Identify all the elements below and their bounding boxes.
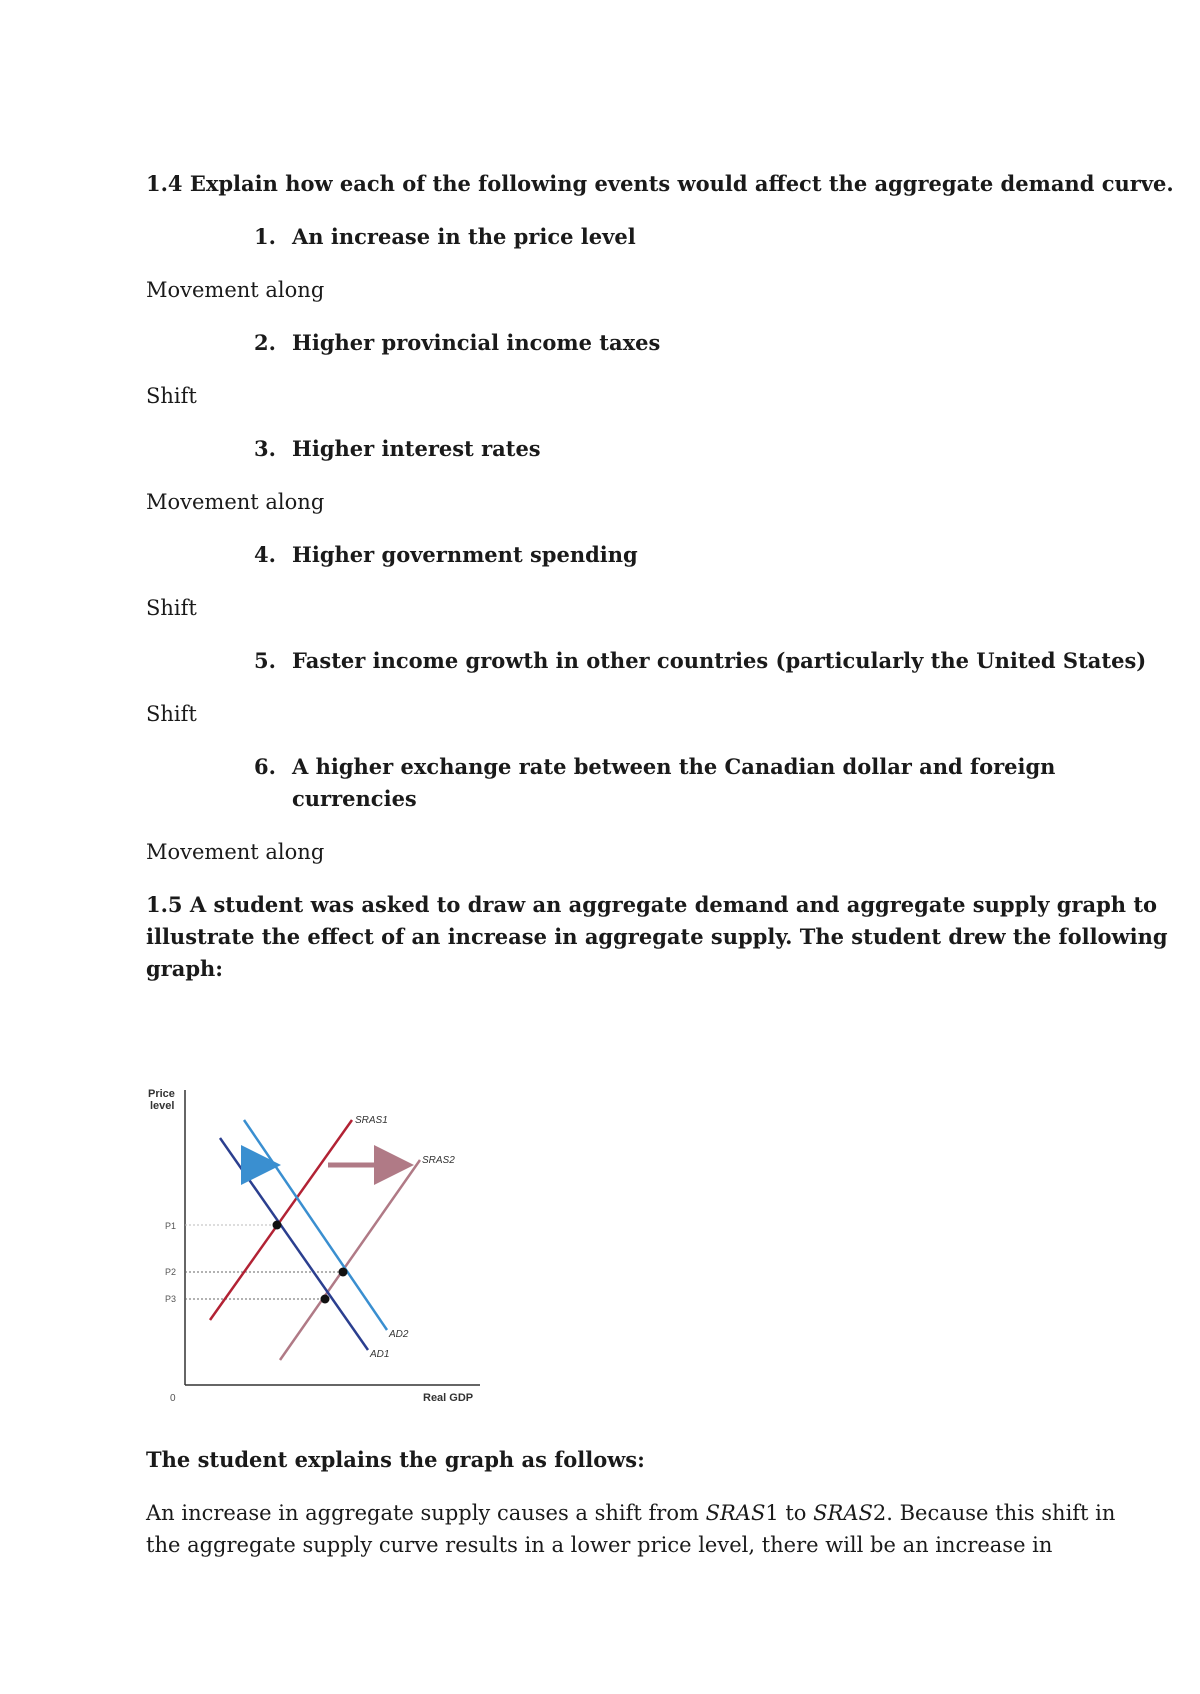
explanation-heading: The student explains the graph as follows:	[146, 1447, 645, 1472]
sras-term: SRAS	[705, 1501, 766, 1525]
list-item	[254, 645, 1146, 677]
explanation-text: 1 to	[765, 1501, 814, 1525]
list-item-text: Higher government spending	[292, 542, 638, 567]
list-item-number: 2.	[254, 330, 276, 355]
y-axis-label: Price	[148, 1088, 175, 1100]
list-item	[254, 433, 541, 465]
list-item-text: A higher exchange rate between the Canadian dollar and foreign	[292, 754, 1056, 779]
question-1-4-heading: 1.4 Explain how each of the following events would affect the aggregate demand curve.	[146, 171, 1174, 196]
list-item	[254, 539, 638, 571]
question-1-5-line: illustrate the effect of an increase in aggregate supply. The student drew the following	[146, 924, 1168, 949]
x-axis-label: Real GDP	[423, 1392, 474, 1404]
list-item-number: 3.	[254, 436, 276, 461]
question-1-5-line: graph:	[146, 956, 224, 981]
list-item-text: An increase in the price level	[292, 224, 636, 249]
sras-term: SRAS	[813, 1501, 873, 1525]
list-item	[254, 751, 1056, 811]
answer-text: Movement along	[146, 278, 325, 302]
ad1-curve	[220, 1138, 368, 1350]
ad2-label: AD2	[389, 1329, 409, 1340]
list-item-number: 1.	[254, 224, 276, 249]
sras1-label: SRAS1	[355, 1115, 388, 1126]
list-item-text-continued: currencies	[292, 786, 417, 811]
explanation-text: An increase in aggregate supply causes a shift from	[146, 1501, 706, 1525]
list-item-number: 6.	[254, 754, 276, 779]
list-item-number: 5.	[254, 648, 276, 673]
list-item-text: Higher provincial income taxes	[292, 330, 661, 355]
list-item	[254, 327, 660, 359]
p2-label: P2	[165, 1267, 177, 1277]
ad1-label: AD1	[370, 1349, 390, 1360]
list-item	[254, 221, 636, 253]
y-axis-label: level	[150, 1100, 175, 1112]
sras2-label: SRAS2	[422, 1155, 455, 1166]
answer-text: Shift	[146, 596, 197, 620]
equilibrium-point	[273, 1221, 282, 1230]
question-1-5-line: 1.5 A student was asked to draw an aggregate demand and aggregate supply graph to	[146, 892, 1158, 917]
p3-label: P3	[165, 1294, 177, 1304]
explanation-line	[146, 1497, 1115, 1529]
equilibrium-point	[339, 1268, 348, 1277]
ad-as-graph	[140, 1085, 500, 1405]
sras1-curve	[210, 1120, 352, 1320]
answer-text: Shift	[146, 384, 197, 408]
answer-text: Movement along	[146, 490, 325, 514]
explanation-text: 2. Because this shift in	[872, 1501, 1116, 1525]
list-item-text: Faster income growth in other countries (particularly the United States)	[292, 648, 1147, 673]
origin-label: 0	[170, 1393, 176, 1404]
equilibrium-point	[321, 1295, 330, 1304]
p1-label: P1	[165, 1221, 177, 1231]
list-item-number: 4.	[254, 542, 276, 567]
explanation-line: the aggregate supply curve results in a lower price level, there will be an increase in	[146, 1533, 1053, 1557]
answer-text: Movement along	[146, 840, 325, 864]
list-item-text: Higher interest rates	[292, 436, 541, 461]
answer-text: Shift	[146, 702, 197, 726]
